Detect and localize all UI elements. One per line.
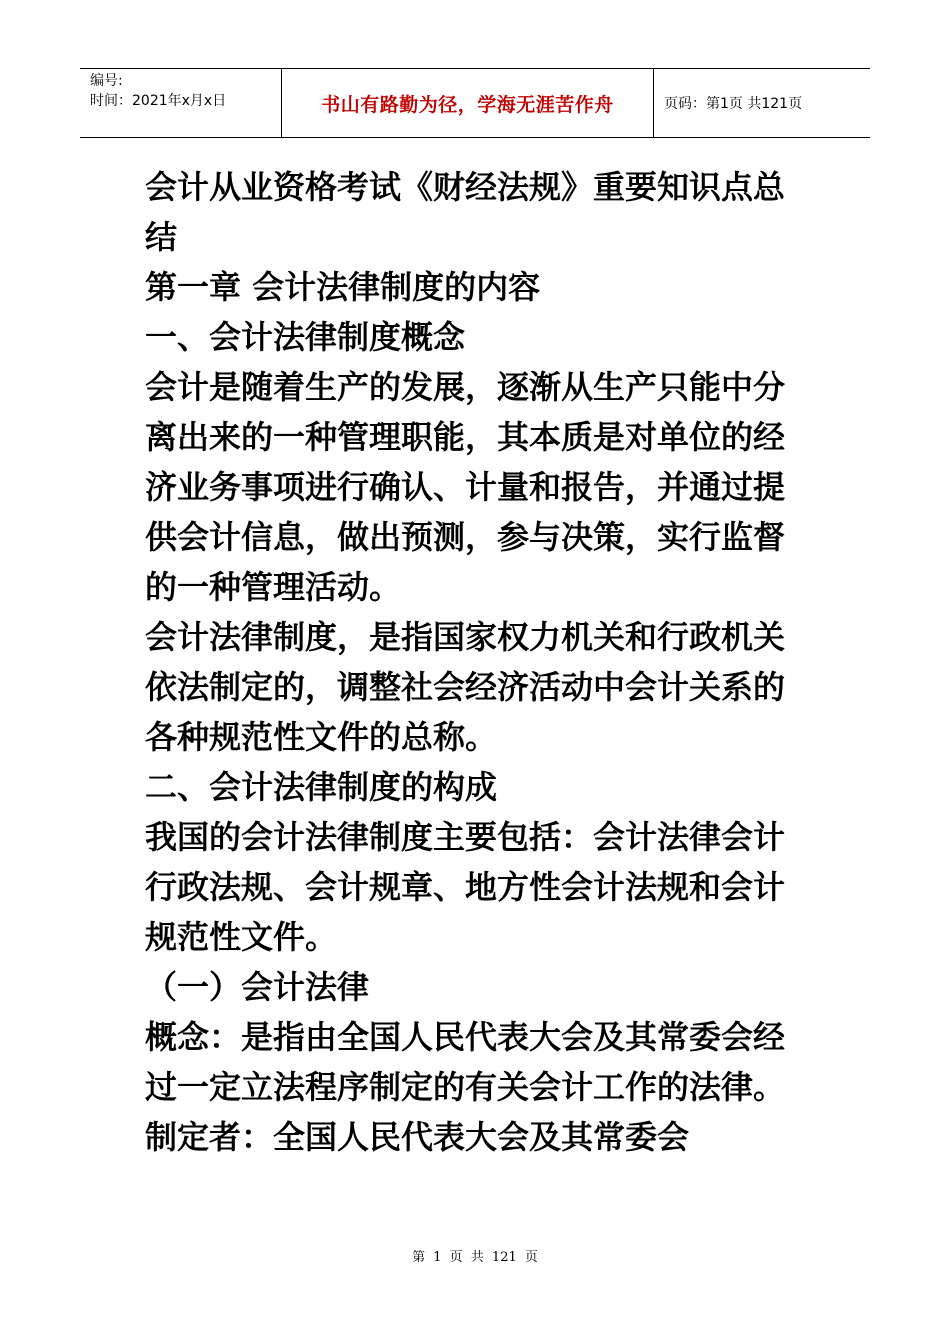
chapter-heading: 第一章 会计法律制度的内容 xyxy=(145,268,541,306)
page-info: 页码：第1页 共121页 xyxy=(664,96,803,112)
time-label: 时间：2021年x月x日 xyxy=(90,93,227,109)
paragraph: 我国的会计法律制度主要包括：会计法律会计行政法规、会计规章、地方性会计法规和会计规范性文件。 xyxy=(145,818,786,956)
header-table xyxy=(80,68,870,138)
paragraph: 概念：是指由全国人民代表大会及其常委会经过一定立法程序制定的有关会计工作的法律。制定者：全国人民代表大会及其常委会 xyxy=(145,1018,786,1156)
document-body xyxy=(145,162,813,1162)
page-footer: 第 1 页 共 121 页 xyxy=(412,1250,538,1265)
paragraph: 会计法律制度，是指国家权力机关和行政机关依法制定的，调整社会经济活动中会计关系的各种规范性文件的总称。 xyxy=(145,618,786,756)
header-left-cell xyxy=(80,69,282,137)
number-label: 编号: xyxy=(90,73,123,89)
section-heading: 一、会计法律制度概念 xyxy=(145,318,466,356)
document-title: 会计从业资格考试《财经法规》重要知识点总结 xyxy=(145,168,786,256)
subsection-heading: （一）会计法律 xyxy=(145,968,370,1006)
section-heading: 二、会计法律制度的构成 xyxy=(145,768,498,806)
motto: 书山有路勤为径，学海无涯苦作舟 xyxy=(282,69,654,137)
paragraph: 会计是随着生产的发展，逐渐从生产只能中分离出来的一种管理职能，其本质是对单位的经济业务事项进行确认、计量和报告，并通过提供会计信息，做出预测，参与决策，实行监督的一种管理活动。 xyxy=(145,368,786,606)
